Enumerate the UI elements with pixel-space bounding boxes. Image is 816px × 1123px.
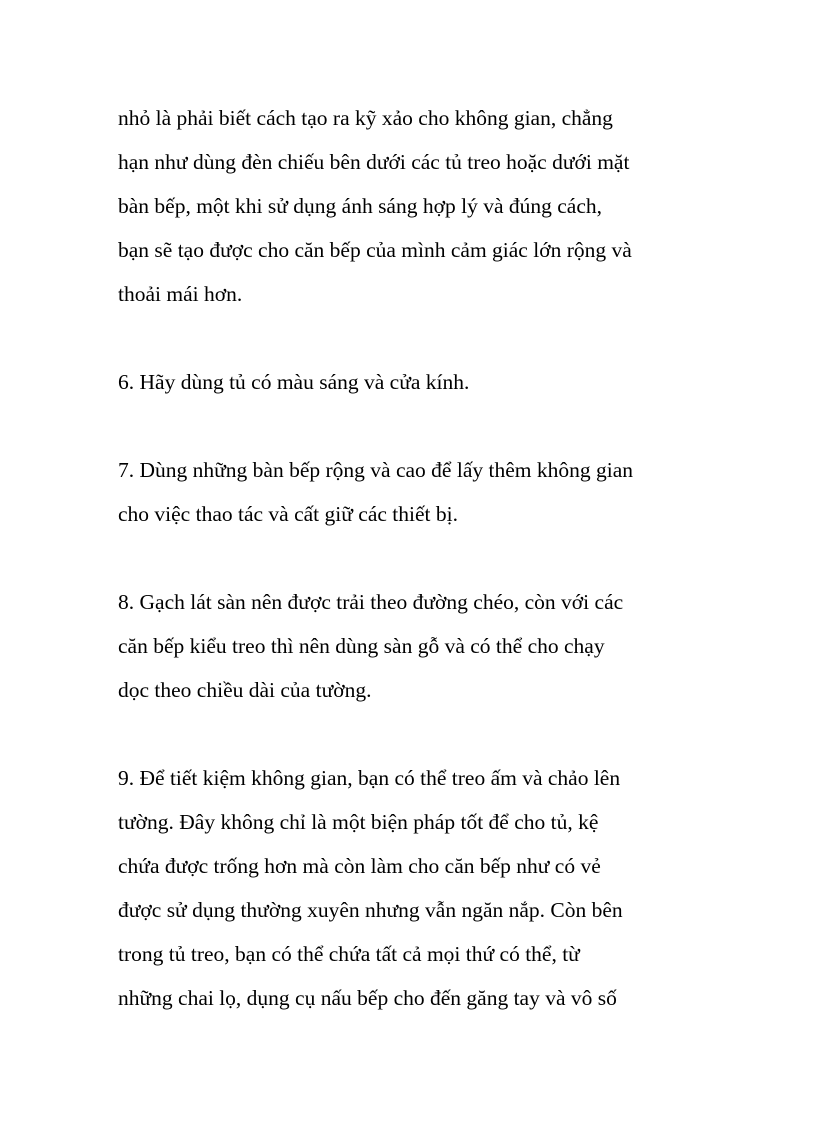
paragraph-line: bạn sẽ tạo được cho căn bếp của mình cảm giác lớn rộng và — [118, 238, 632, 262]
paragraph-line: cho việc thao tác và cất giữ các thiết bị. — [118, 502, 458, 526]
list-item-6: 6. Hãy dùng tủ có màu sáng và cửa kính. — [118, 370, 470, 394]
paragraph-line: tường. Đây không chỉ là một biện pháp tốt để cho tủ, kệ — [118, 810, 599, 834]
paragraph-line: được sử dụng thường xuyên nhưng vẫn ngăn nắp. Còn bên — [118, 898, 623, 922]
paragraph-line: trong tủ treo, bạn có thể chứa tất cả mọi thứ có thể, từ — [118, 942, 580, 966]
paragraph-line: bàn bếp, một khi sử dụng ánh sáng hợp lý và đúng cách, — [118, 194, 602, 218]
paragraph-line: thoải mái hơn. — [118, 282, 243, 306]
paragraph-line: hạn như dùng đèn chiếu bên dưới các tủ treo hoặc dưới mặt — [118, 150, 630, 174]
list-item-7: 7. Dùng những bàn bếp rộng và cao để lấy thêm không gian — [118, 458, 633, 482]
paragraph-line: căn bếp kiểu treo thì nên dùng sàn gỗ và có thể cho chạy — [118, 634, 605, 658]
paragraph-line: dọc theo chiều dài của tường. — [118, 678, 372, 702]
list-item-9: 9. Để tiết kiệm không gian, bạn có thể treo ấm và chảo lên — [118, 766, 621, 790]
paragraph-line: chứa được trống hơn mà còn làm cho căn bếp như có vẻ — [118, 854, 601, 878]
paragraph-line: nhỏ là phải biết cách tạo ra kỹ xảo cho không gian, chẳng — [118, 106, 613, 130]
list-item-8: 8. Gạch lát sàn nên được trải theo đường chéo, còn với các — [118, 590, 624, 614]
paragraph-line: những chai lọ, dụng cụ nấu bếp cho đến găng tay và vô số — [118, 986, 617, 1010]
